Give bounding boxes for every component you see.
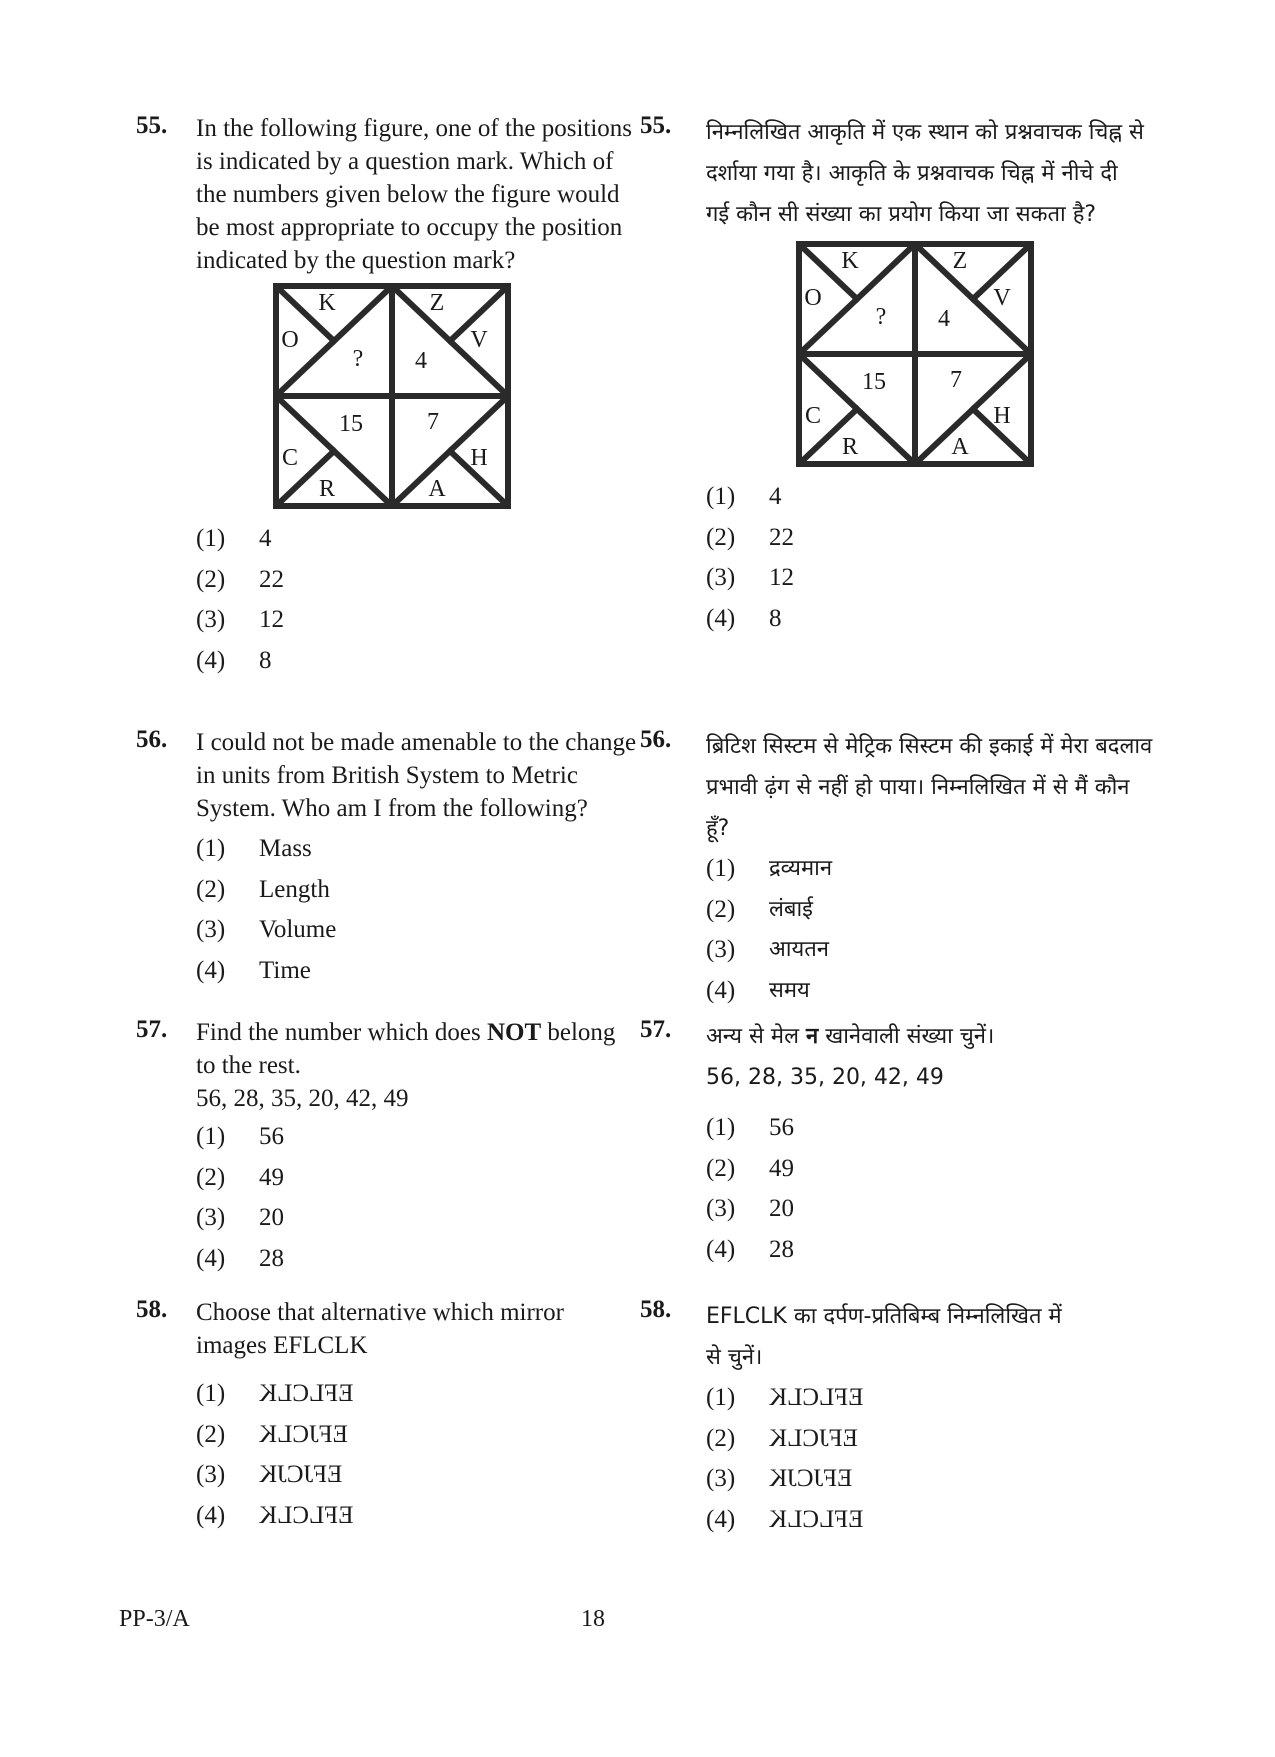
question-number: 55. <box>136 112 168 139</box>
label-R: R <box>841 434 859 460</box>
options-list <box>706 849 1160 1011</box>
option-3[interactable]: (3) Volume <box>196 916 337 943</box>
question-number: 56. <box>136 726 168 753</box>
option-1[interactable]: (1) 4 <box>706 483 782 510</box>
option-2[interactable]: (2) EFJCLK <box>196 1420 348 1448</box>
number-series: 56, 28, 35, 20, 42, 49 <box>706 1065 944 1090</box>
question-number: 55. <box>640 112 672 139</box>
question-stem: अन्य से मेल न खानेवाली संख्या चुनें। <box>706 1024 995 1049</box>
question-58-en <box>130 1296 640 1536</box>
option-3[interactable]: (3) 20 <box>706 1195 794 1222</box>
question-stem: Choose that alternative which mirror images EFLCLK <box>196 1299 564 1359</box>
option-4[interactable]: (4) 8 <box>196 646 272 674</box>
option-4[interactable]: (4) समय <box>706 976 810 1004</box>
english-column <box>130 112 640 1536</box>
question-stem: EFLCLK का दर्पण-प्रतिबिम्ब निम्नलिखित में से चुनें। <box>706 1304 1062 1370</box>
label-4: 4 <box>938 306 950 332</box>
label-7: 7 <box>427 409 439 435</box>
question-number: 57. <box>136 1016 168 1043</box>
question-stem: Find the number which does NOT belong to the rest. <box>196 1019 616 1079</box>
option-1[interactable]: (1) 56 <box>706 1114 794 1141</box>
label-4: 4 <box>415 348 427 374</box>
question-number: 56. <box>640 726 672 753</box>
label-R: R <box>318 476 336 502</box>
question-stem: I could not be made amenable to the change in units from British System to Metric System. Who am I from the following? <box>196 729 637 822</box>
option-2[interactable]: (2) 49 <box>706 1154 794 1182</box>
option-1[interactable]: (1) EFLCLK <box>706 1384 864 1411</box>
page-number: 18 <box>581 1606 605 1632</box>
label-V: V <box>993 285 1011 311</box>
label-O: O <box>281 327 299 353</box>
options-list <box>196 1117 640 1279</box>
label-H: H <box>470 445 488 471</box>
options-list <box>706 477 1160 639</box>
question-56-hi <box>640 726 1160 1016</box>
option-2[interactable]: (2) 22 <box>706 523 794 551</box>
option-4[interactable]: (4) 8 <box>706 604 782 632</box>
paper-code: PP-3/A <box>119 1606 190 1632</box>
option-2[interactable]: (2) Length <box>196 875 330 903</box>
option-1[interactable]: (1) EFLCLK <box>196 1380 354 1407</box>
label-15: 15 <box>339 411 363 437</box>
question-55-hi <box>640 112 1160 726</box>
option-4[interactable]: (4) EFLCLK <box>196 1501 354 1529</box>
option-1[interactable]: (1) 4 <box>196 525 272 552</box>
option-4[interactable]: (4) 28 <box>706 1235 794 1263</box>
option-3[interactable]: (3) 12 <box>706 564 794 591</box>
label-7: 7 <box>950 367 962 393</box>
label-A: A <box>428 476 446 502</box>
question-stem: ब्रिटिश सिस्टम से मेट्रिक सिस्टम की इकाई में मेरा बदलाव प्रभावी ढ़ंग से नहीं हो पाया। निम्नलिखित में से मैं कौन हूँ? <box>706 734 1153 841</box>
label-C: C <box>804 403 822 429</box>
question-55-en <box>130 112 640 726</box>
label-V: V <box>470 327 488 353</box>
question-number: 57. <box>640 1016 672 1043</box>
option-1[interactable]: (1) 56 <box>196 1123 284 1150</box>
label-O: O <box>804 285 822 311</box>
puzzle-figure <box>796 241 1034 467</box>
question-number: 58. <box>136 1296 168 1323</box>
options-list <box>706 1378 1160 1540</box>
option-3[interactable]: (3) EFJCJK <box>196 1461 343 1488</box>
label-K: K <box>841 248 859 274</box>
option-3[interactable]: (3) 12 <box>196 606 284 633</box>
label-K: K <box>318 290 336 316</box>
option-3[interactable]: (3) 20 <box>196 1204 284 1231</box>
question-57-en <box>130 1016 640 1296</box>
label-question-mark: ? <box>352 346 364 372</box>
puzzle-figure <box>273 283 511 509</box>
label-H: H <box>993 403 1011 429</box>
label-Z: Z <box>952 248 968 274</box>
question-56-en <box>130 726 640 1016</box>
option-4[interactable]: (4) 28 <box>196 1244 284 1272</box>
label-question-mark: ? <box>875 304 887 330</box>
question-57-hi <box>640 1016 1160 1296</box>
question-stem: निम्नलिखित आकृति में एक स्थान को प्रश्नवाचक चिह्न से दर्शाया गया है। आकृति के प्रश्नवाचक चिह्न में नीचे दी गई कौन सी संख्या का प्रयोग किया जा सकता है? <box>706 120 1144 227</box>
option-4[interactable]: (4) EFLCLK <box>706 1505 864 1533</box>
option-2[interactable]: (2) लंबाई <box>706 895 813 923</box>
number-series: 56, 28, 35, 20, 42, 49 <box>196 1085 409 1112</box>
options-list <box>706 1108 1160 1270</box>
option-1[interactable]: (1) Mass <box>196 835 312 862</box>
question-number: 58. <box>640 1296 672 1323</box>
option-2[interactable]: (2) 49 <box>196 1163 284 1191</box>
option-2[interactable]: (2) EFJCLK <box>706 1424 858 1452</box>
label-A: A <box>951 434 969 460</box>
label-15: 15 <box>862 369 886 395</box>
hindi-column <box>640 112 1160 1540</box>
label-C: C <box>281 445 299 471</box>
option-3[interactable]: (3) EFJCJK <box>706 1465 853 1492</box>
option-4[interactable]: (4) Time <box>196 956 311 984</box>
question-stem: In the following figure, one of the positions is indicated by a question mark. Which of the numbers given below the figure would be most appropriate to occupy the position indicated by the question mark? <box>196 115 633 274</box>
options-list <box>196 519 640 681</box>
question-58-hi <box>640 1296 1160 1540</box>
option-1[interactable]: (1) द्रव्यमान <box>706 855 833 882</box>
options-list <box>196 829 640 991</box>
option-2[interactable]: (2) 22 <box>196 565 284 593</box>
option-3[interactable]: (3) आयतन <box>706 936 829 963</box>
options-list <box>196 1374 640 1536</box>
label-Z: Z <box>429 290 445 316</box>
